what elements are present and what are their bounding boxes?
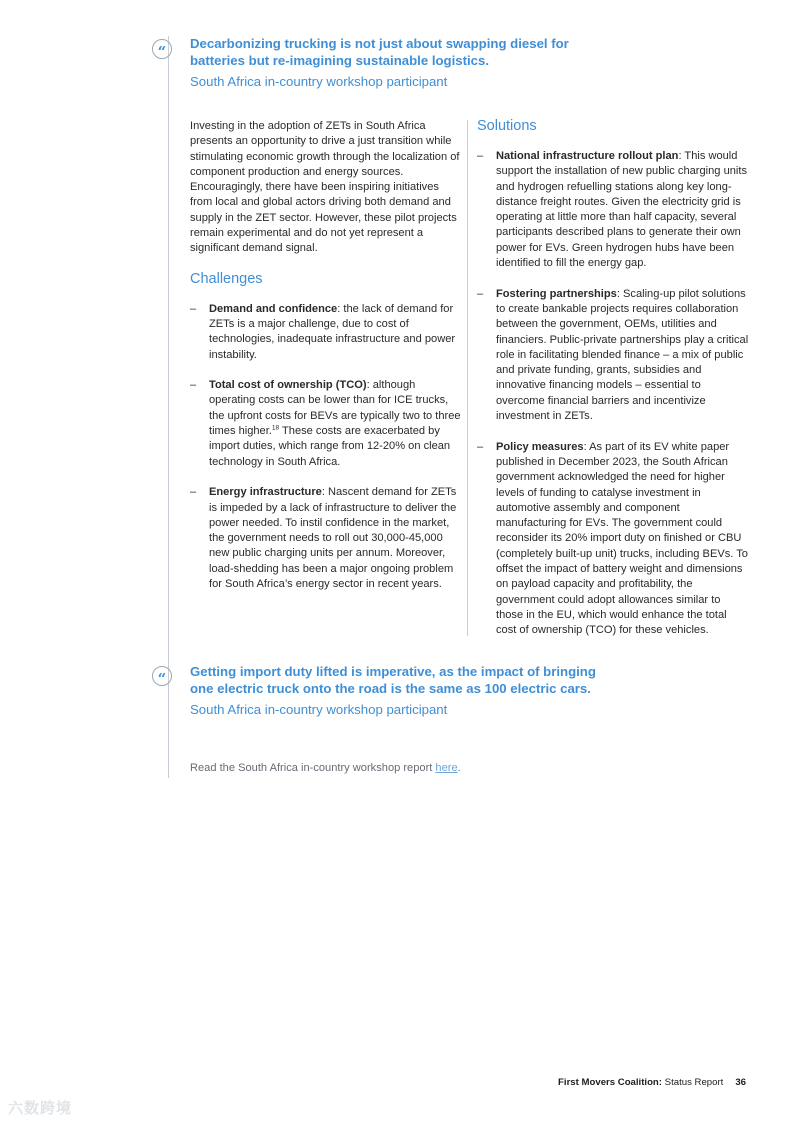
solutions-heading: Solutions: [477, 118, 537, 134]
read-more-line: [190, 762, 461, 774]
challenges-heading: Challenges: [190, 270, 263, 287]
dash-bullet: –: [190, 379, 197, 392]
item-term: Total cost of ownership (TCO): [209, 379, 367, 392]
item-term: Energy infrastructure: [209, 486, 322, 499]
list-item: [190, 378, 462, 470]
item-text: : Nascent demand for ZETs is impeded by a lack of infrastructure to deliver the power needed. To instil confidence in the market, the government needs to roll out 30,000-45,000 new public charging units per annum. Moreover, load-shedding has been a major ongoing problem for South Africa’s energy sector in recent years.: [209, 486, 457, 591]
quote-icon: “: [152, 666, 172, 686]
dash-bullet: –: [477, 440, 484, 453]
column-divider: [467, 120, 468, 636]
page-footer: [558, 1077, 746, 1088]
quote-attribution: South Africa in-country workshop participant: [190, 74, 448, 89]
item-text: : As part of its EV white paper published in December 2023, the South African government acknowledged the need for higher levels of funding to catalyse investment in automotive assembly and component manufacturing for EVs. The government could reconsider its 20% import duty on finished or CBU (completely built-up unit) trucks, including BEVs. To offset the impact of battery weight and dimensions on payload capacity and profitability, the government could adopt allowances similar to those in the EU, which would enhance the total cost of ownership (TCO) for these vehicles.: [496, 440, 748, 637]
list-item: [190, 485, 462, 592]
item-term: Fostering partnerships: [496, 287, 617, 300]
report-link[interactable]: here: [435, 762, 458, 774]
quote-icon: “: [152, 39, 172, 59]
footer-report: Status Report: [662, 1077, 724, 1088]
watermark-logo: 六数跨境: [8, 1100, 73, 1117]
item-text-cont: These costs are exacerbated by import duties, which range from 12-20% on clean technology in South Africa.: [209, 425, 451, 468]
list-item: [190, 302, 462, 363]
right-column: [477, 117, 749, 639]
item-text: : This would support the installation of new public charging units and hydrogen refuelling stations along key long-distance freight routes. Given the electricity grid is operating at little more than half capacity, several participants described plans to generate their own power for EVs. Green hydrogen hubs have been identified to fill the energy gap.: [496, 150, 747, 270]
left-column: [190, 119, 462, 592]
dash-bullet: –: [477, 150, 484, 162]
dash-bullet: –: [190, 302, 197, 315]
item-text: : the lack of demand for ZETs is a major challenge, due to cost of technologies, inadequate infrastructure and power instability.: [209, 302, 456, 361]
list-item: [477, 287, 749, 425]
read-more-text: Read the South Africa in-country workshop report: [190, 762, 436, 774]
solutions-list: [477, 149, 749, 639]
dash-bullet: –: [477, 287, 484, 300]
item-term: National infrastructure rollout plan: [496, 150, 679, 162]
quote-attribution: South Africa in-country workshop participant: [190, 702, 448, 717]
intro-paragraph: Investing in the adoption of ZETs in South Africa presents an opportunity to drive a just transition while stimulating economic growth through the localization of component production and energy sources. Encouragingly, there have been inspiring initiatives from local and global actors driving both demand and supply in the ZET sector. However, these pilot projects remain experimental and do not yet represent a significant demand signal.: [190, 120, 460, 255]
list-item: [477, 149, 749, 271]
challenges-list: [190, 302, 462, 593]
quote-text: Getting import duty lifted is imperative, as the impact of bringing one electric truck onto the road is the same as 100 electric cars.: [190, 664, 596, 696]
footnote-ref: 18: [271, 424, 280, 432]
pull-quote-top: [190, 36, 600, 91]
footer-brand: First Movers Coalition:: [558, 1077, 662, 1088]
item-term: Demand and confidence: [209, 302, 338, 315]
quote-text: Decarbonizing trucking is not just about swapping diesel for batteries but re-imagining sustainable logistics.: [190, 36, 569, 68]
item-text: : Scaling-up pilot solutions to create bankable projects requires collaboration between the government, OEMs, utilities and financiers. Public-private partnerships play a critical role in facilitating blended finance – a mix of public and private funding, grants, subsidies and innovative financing models – essential to overcome financial barriers and incentivize investment in ZETs.: [496, 287, 749, 423]
item-text: : although operating costs can be lower than for ICE trucks, the upfront costs for BEVs are typically two to three times higher.: [209, 379, 461, 438]
left-vertical-rule: [168, 36, 169, 778]
item-term: Policy measures: [496, 440, 584, 453]
read-more-end: .: [457, 762, 461, 774]
page-number: 36: [735, 1077, 746, 1088]
dash-bullet: –: [190, 486, 197, 499]
pull-quote-bottom: [190, 664, 600, 719]
list-item: [477, 440, 749, 639]
